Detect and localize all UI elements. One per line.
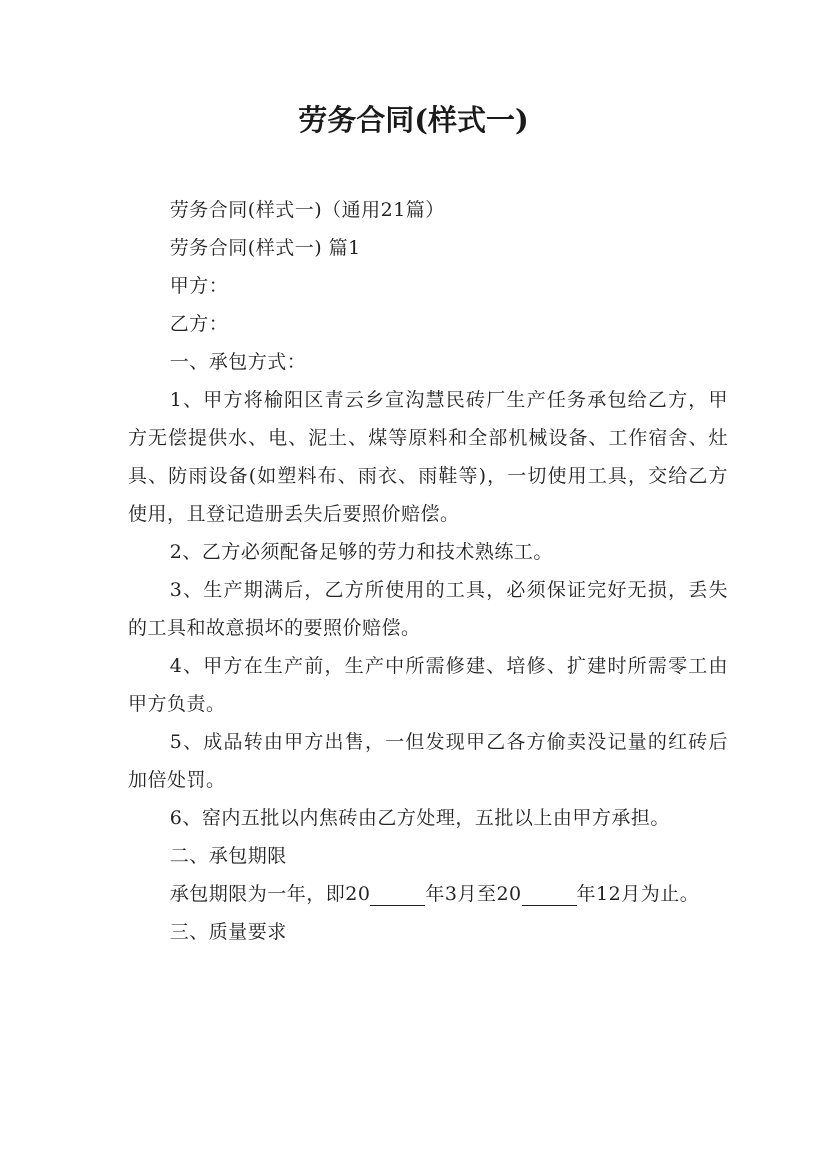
section-heading-contract-method: 一、承包方式： — [169, 351, 307, 373]
clause-5: 5、成品转由甲方出售，一但发现甲乙各方偷卖没记量的红砖后加倍处罚。 — [128, 731, 728, 791]
clause-2: 2、乙方必须配备足够的劳力和技术熟练工。 — [169, 541, 553, 563]
paragraph-collection-title: 劳务合同(样式一)（通用21篇） — [169, 199, 445, 221]
paragraph-article-heading: 劳务合同(样式一) 篇1 — [169, 237, 361, 259]
paragraph-party-b: 乙方： — [169, 313, 229, 335]
year-blank-1 — [370, 883, 425, 906]
paragraph-party-a: 甲方： — [169, 275, 229, 297]
term-text-start: 承包期限为一年，即20 — [169, 883, 371, 905]
section-heading-contract-term: 二、承包期限 — [169, 845, 287, 867]
document-title: 劳务合同(样式一) — [298, 103, 529, 137]
clause-1: 1、甲方将榆阳区青云乡宣沟慧民砖厂生产任务承包给乙方，甲方无偿提供水、电、泥土、煤等原料和全部机械设备、工作宿舍、灶具、防雨设备(如塑料布、雨衣、雨鞋等)，一切使用工具，交给乙方使用，且登记造册丢失后要照价赔偿。 — [128, 389, 728, 525]
clause-3: 3、生产期满后，乙方所使用的工具，必须保证完好无损，丢失的工具和故意损坏的要照价赔偿。 — [128, 579, 728, 639]
paragraph-contract-term — [128, 875, 728, 913]
clause-4: 4、甲方在生产前，生产中所需修建、培修、扩建时所需零工由甲方负责。 — [128, 655, 728, 715]
clause-6: 6、窑内五批以内焦砖由乙方处理，五批以上由甲方承担。 — [169, 807, 670, 829]
section-heading-quality: 三、质量要求 — [169, 921, 287, 943]
document-body — [128, 191, 728, 951]
year-blank-2 — [522, 883, 577, 906]
term-text-end: 年12月为止。 — [576, 883, 700, 905]
term-text-middle: 年3月至20 — [425, 883, 522, 905]
